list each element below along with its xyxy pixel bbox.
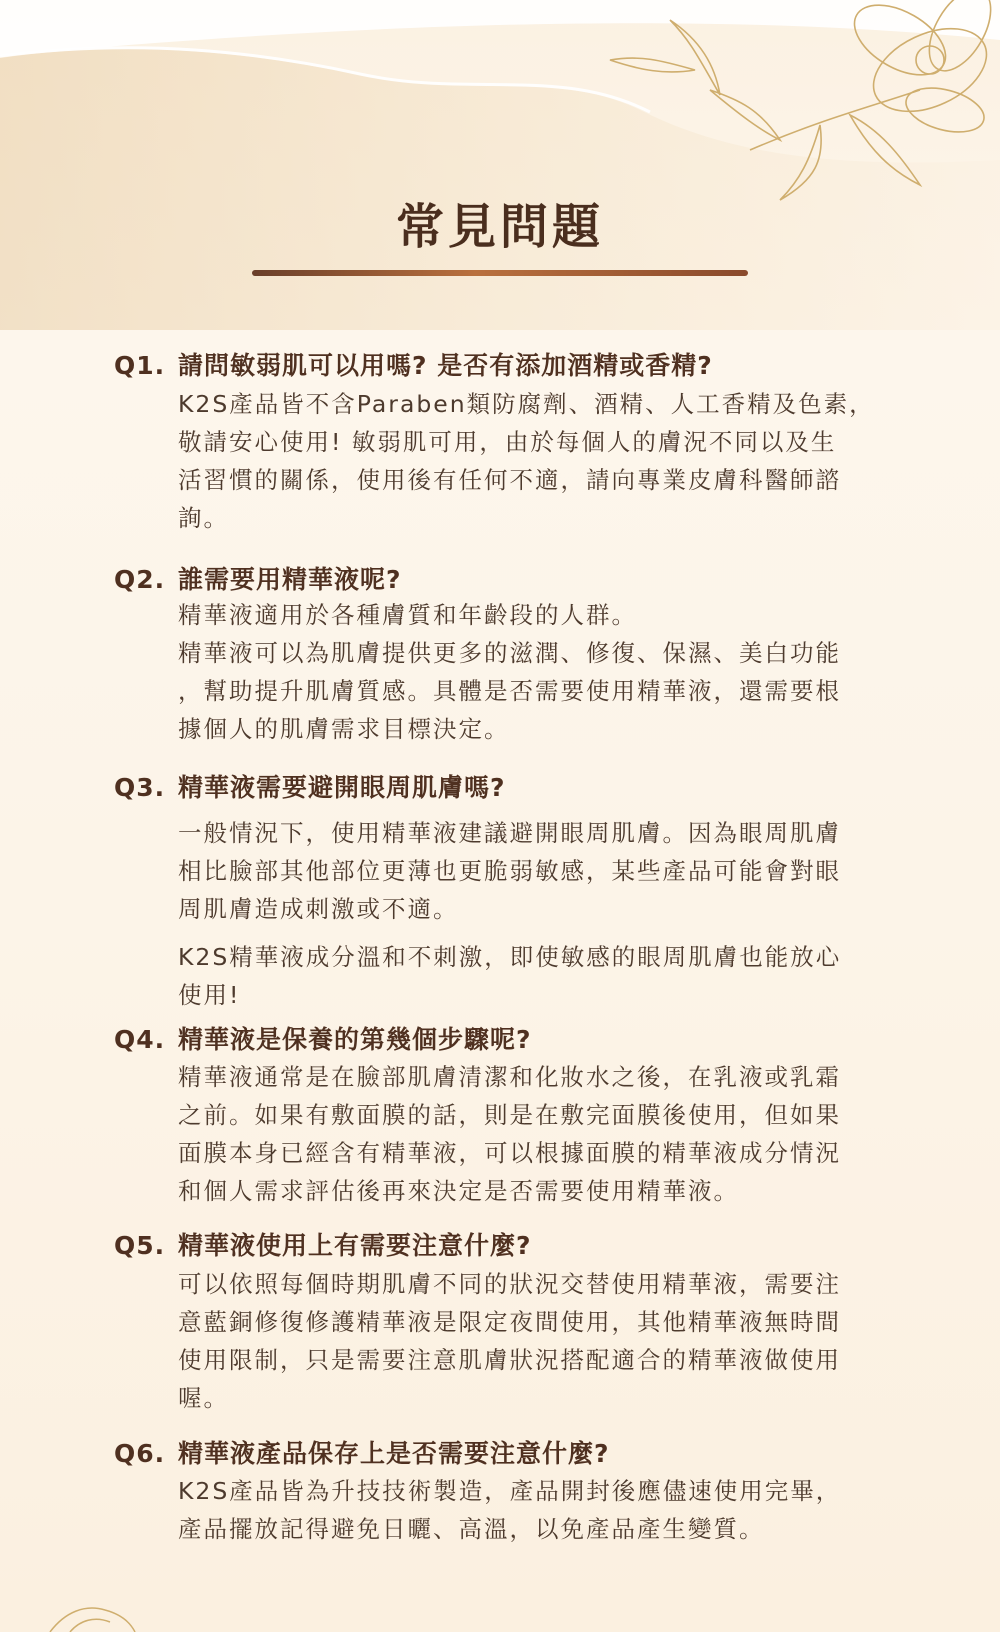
answer-line: 可以依照每個時期肌膚不同的狀況交替使用精華液，需要注 bbox=[178, 1270, 841, 1298]
answer-line: 之前。如果有敷面膜的話，則是在敷完面膜後使用，但如果 bbox=[178, 1101, 841, 1129]
answer-line: 精華液適用於各種膚質和年齡段的人群。 bbox=[178, 601, 637, 629]
faq-answer-1 bbox=[178, 385, 894, 537]
question-text: 精華液使用上有需要注意什麼? bbox=[178, 1231, 532, 1260]
faq-answer-4 bbox=[178, 1058, 894, 1210]
question-text: 請問敏弱肌可以用嗎? 是否有添加酒精或香精? bbox=[178, 351, 713, 380]
question-number: Q5. bbox=[114, 1231, 166, 1260]
answer-line: 周肌膚造成刺激或不適。 bbox=[178, 895, 459, 923]
faq-question-2 bbox=[114, 560, 402, 596]
answer-line: ，幫助提升肌膚質感。具體是否需要使用精華液，還需要根 bbox=[178, 677, 841, 705]
faq-question-5 bbox=[114, 1226, 532, 1262]
answer-line: K2S精華液成分溫和不刺激，即使敏感的眼周肌膚也能放心 bbox=[178, 943, 842, 971]
answer-line: 喔。 bbox=[178, 1384, 229, 1412]
answer-line: 使用限制，只是需要注意肌膚狀況搭配適合的精華液做使用 bbox=[178, 1346, 841, 1374]
faq-answer-6 bbox=[178, 1472, 894, 1548]
flower-decoration-icon bbox=[600, 0, 1000, 210]
faq-answer-2 bbox=[178, 596, 894, 748]
answer-line: 精華液可以為肌膚提供更多的滋潤、修復、保濕、美白功能 bbox=[178, 639, 841, 667]
question-number: Q4. bbox=[114, 1025, 166, 1054]
answer-line: 精華液通常是在臉部肌膚清潔和化妝水之後，在乳液或乳霜 bbox=[178, 1063, 841, 1091]
faq-answer-5 bbox=[178, 1265, 894, 1417]
question-number: Q1. bbox=[114, 351, 166, 380]
flower-corner-icon bbox=[40, 1592, 160, 1632]
faq-question-1 bbox=[114, 346, 713, 382]
answer-line: 產品擺放記得避免日曬、高溫，以免產品產生變質。 bbox=[178, 1515, 765, 1543]
question-text: 精華液需要避開眼周肌膚嗎? bbox=[178, 773, 506, 802]
answer-line: K2S產品皆不含Paraben類防腐劑、酒精、人工香精及色素， bbox=[178, 390, 875, 418]
answer-line: 敬請安心使用! 敏弱肌可用，由於每個人的膚況不同以及生 bbox=[178, 428, 837, 456]
question-text: 誰需要用精華液呢? bbox=[178, 565, 402, 594]
answer-line: 意藍銅修復修護精華液是限定夜間使用，其他精華液無時間 bbox=[178, 1308, 841, 1336]
answer-line: 活習慣的關係，使用後有任何不適，請向專業皮膚科醫師諮 bbox=[178, 466, 841, 494]
answer-line: 面膜本身已經含有精華液，可以根據面膜的精華液成分情況 bbox=[178, 1139, 841, 1167]
title-underline bbox=[252, 270, 748, 276]
question-number: Q2. bbox=[114, 565, 166, 594]
answer-line: K2S產品皆為升技技術製造，產品開封後應儘速使用完畢， bbox=[178, 1477, 842, 1505]
faq-question-3 bbox=[114, 768, 506, 804]
faq-answer-3 bbox=[178, 814, 894, 1014]
faq-question-4 bbox=[114, 1020, 532, 1056]
question-number: Q3. bbox=[114, 773, 166, 802]
question-text: 精華液產品保存上是否需要注意什麼? bbox=[178, 1439, 610, 1468]
question-number: Q6. bbox=[114, 1439, 166, 1468]
question-text: 精華液是保養的第幾個步驟呢? bbox=[178, 1025, 532, 1054]
answer-line: 相比臉部其他部位更薄也更脆弱敏感，某些產品可能會對眼 bbox=[178, 857, 841, 885]
page-title: 常見問題 bbox=[395, 199, 604, 255]
answer-line: 詢。 bbox=[178, 504, 229, 532]
faq-question-6 bbox=[114, 1434, 610, 1470]
answer-line: 使用! bbox=[178, 981, 241, 1009]
answer-line: 和個人需求評估後再來決定是否需要使用精華液。 bbox=[178, 1177, 739, 1205]
answer-line: 據個人的肌膚需求目標決定。 bbox=[178, 715, 510, 743]
answer-line: 一般情況下，使用精華液建議避開眼周肌膚。因為眼周肌膚 bbox=[178, 819, 841, 847]
